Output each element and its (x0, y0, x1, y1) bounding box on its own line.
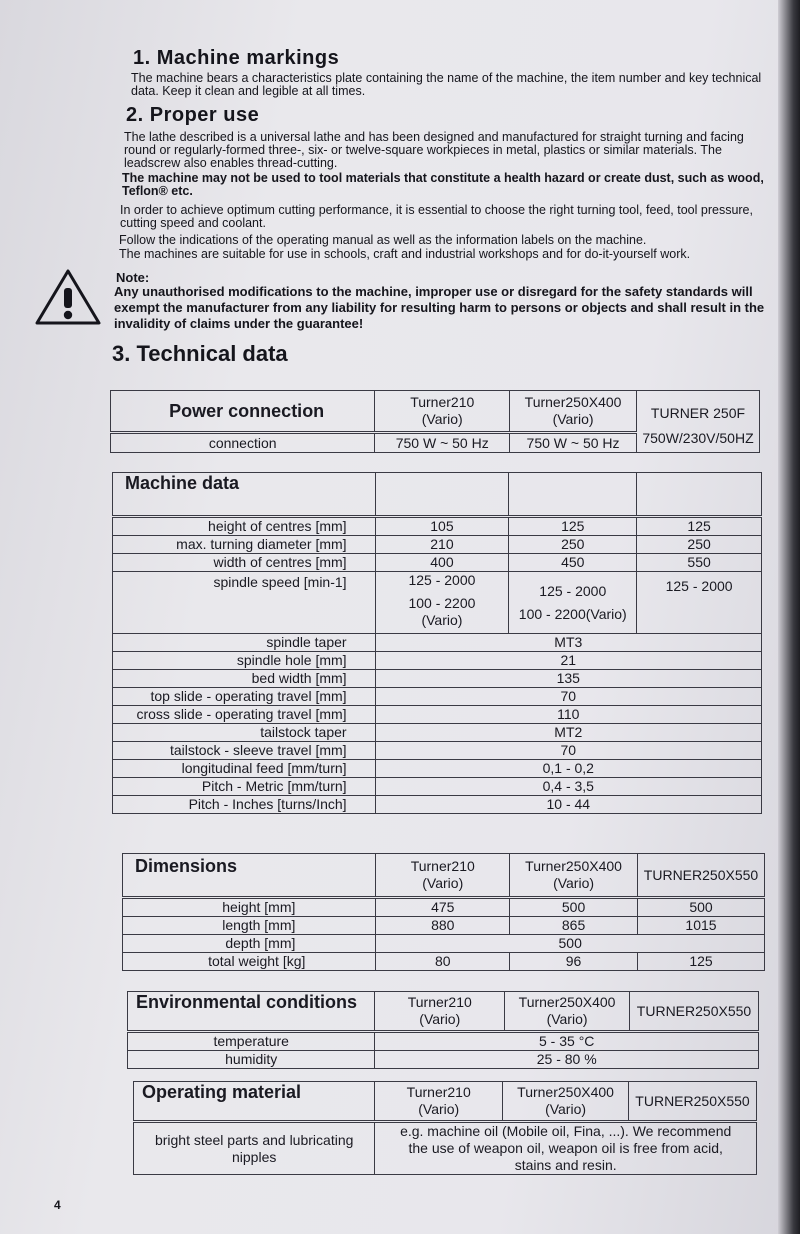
row-label: Pitch - Metric [mm/turn] (113, 778, 376, 796)
table-row (113, 670, 762, 688)
power-col-turner250x400 (510, 391, 637, 433)
value-turner250x400: 865 (510, 917, 638, 935)
connection-value-turner250x400: 750 W ~ 50 Hz (510, 433, 637, 453)
col-model-name: Turner210 (410, 394, 475, 410)
value-turner250f: 250 (637, 536, 762, 554)
table-row (113, 760, 762, 778)
table-row (113, 536, 762, 554)
row-label: top slide - operating travel [mm] (113, 688, 376, 706)
env-col-turner250x400 (505, 992, 630, 1032)
table-row (113, 778, 762, 796)
env-col-turner250x550: TURNER250X550 (630, 992, 759, 1032)
row-value: 10 - 44 (375, 796, 761, 814)
col-model-variant: (Vario) (421, 411, 463, 427)
row-value: 25 - 80 % (375, 1051, 759, 1069)
row-label: tailstock taper (113, 724, 376, 742)
op-col-turner250x400 (503, 1082, 629, 1122)
table-row (113, 634, 762, 652)
row-label: height of centres [mm] (113, 517, 376, 536)
section-machine-markings-text: The machine bears a characteristics plate containing the name of the machine, the item number and key technical data. Keep it clean and legible at all times. (131, 71, 762, 99)
col-model-name: Turner210 (407, 994, 472, 1010)
row-value: 21 (375, 652, 761, 670)
spindle-speed-range: 125 - 2000 (408, 572, 476, 588)
spindle-speed-vario-range: 100 - 2200(Vario) (518, 605, 627, 622)
connection-value-turner210: 750 W ~ 50 Hz (375, 433, 510, 453)
row-label: spindle speed [min-1] (213, 574, 347, 590)
table-row (113, 724, 762, 742)
row-value: 5 - 35 °C (375, 1032, 759, 1051)
row-label: width of centres [mm] (113, 554, 376, 572)
row-label: humidity (128, 1051, 375, 1069)
row-value: 135 (375, 670, 761, 688)
dim-col-turner250x400 (510, 854, 638, 898)
col-model-variant: (Vario) (546, 1011, 588, 1027)
row-label: bed width [mm] (113, 670, 376, 688)
environmental-conditions-table (127, 991, 759, 1069)
value-turner250x400: 96 (510, 953, 638, 971)
table-row (123, 898, 765, 917)
table-row (113, 572, 762, 634)
row-label: total weight [kg] (123, 953, 376, 971)
value-turner250x400: 450 (509, 554, 637, 572)
value-turner250x400: 500 (510, 898, 638, 917)
section-technical-data-title: 3. Technical data (112, 341, 288, 366)
col-model-variant: (Vario) (552, 411, 594, 427)
table-row (128, 1051, 759, 1069)
value-turner250x400: 125 (509, 517, 637, 536)
col-model-name: Turner250X400 (517, 1084, 614, 1100)
machine-data-table (112, 472, 762, 814)
operating-material-header: Operating material (134, 1082, 375, 1122)
spindle-speed-label (113, 572, 376, 634)
table-row (113, 688, 762, 706)
spindle-speed-range: 125 - 2000 (539, 582, 607, 599)
dimensions-table (122, 853, 765, 971)
connection-value-turner250f: 750W/230V/50HZ (642, 429, 754, 446)
value-turner250f: 550 (637, 554, 762, 572)
row-label: cross slide - operating travel [mm] (113, 706, 376, 724)
col-model-name: Turner210 (406, 1084, 471, 1100)
note-label: Note: (116, 270, 150, 285)
table-row (113, 706, 762, 724)
note-text: Any unauthorised modifications to the machine, improper use or disregard for the safety standards will exempt the manufacturer from any liability for resulting harm to persons or objects and shall result in the invalidity of claims under the guarantee! (114, 284, 765, 331)
table-row (123, 953, 765, 971)
row-label: tailstock - sleeve travel [mm] (113, 742, 376, 760)
header-blank (637, 473, 762, 517)
proper-use-paragraph-3: In order to achieve optimum cutting performance, it is essential to choose the right turning tool, feed, tool pressure, cutting speed and coolant. (120, 203, 753, 231)
power-connection-table (110, 390, 760, 453)
col-model-variant: (Vario) (418, 1101, 460, 1117)
value-turner250x550: 125 (638, 953, 765, 971)
value-turner210: 80 (376, 953, 510, 971)
power-col-turner210 (375, 391, 510, 433)
row-label: longitudinal feed [mm/turn] (113, 760, 376, 778)
table-row (113, 554, 762, 572)
table-row (113, 652, 762, 670)
connection-label: connection (111, 433, 375, 453)
row-value: 0,4 - 3,5 (375, 778, 761, 796)
row-label: spindle taper (113, 634, 376, 652)
power-col-turner250f (637, 391, 760, 453)
proper-use-warning: The machine may not be used to tool materials that constitute a health hazard or create dust, such as wood, Teflon® etc. (122, 171, 764, 199)
spindle-speed-vario-note: (Vario) (421, 612, 463, 628)
value-turner210: 105 (375, 517, 509, 536)
value-turner210: 475 (376, 898, 510, 917)
col-model-variant: (Vario) (553, 875, 595, 891)
page-number: 4 (54, 1198, 61, 1212)
row-value: MT2 (375, 724, 761, 742)
row-value: 70 (375, 742, 761, 760)
table-row (113, 517, 762, 536)
table-row (128, 1032, 759, 1051)
dim-col-turner210 (376, 854, 510, 898)
col-model-variant: (Vario) (419, 1011, 461, 1027)
proper-use-paragraph-1: The lathe described is a universal lathe and has been designed and manufactured for straight turning and facing round or regularly-formed three-, six- or twelve-square workpieces in metal, plastics or similar materials. The leadscrew also enables thread-cutting. (124, 130, 744, 171)
spindle-speed-turner250x400 (509, 572, 637, 634)
table-row (113, 742, 762, 760)
op-col-turner210 (375, 1082, 503, 1122)
warning-triangle-icon (34, 268, 102, 326)
row-label: Pitch - Inches [turns/Inch] (113, 796, 376, 814)
header-blank (509, 473, 637, 517)
row-label: temperature (128, 1032, 375, 1051)
row-label: depth [mm] (123, 935, 376, 953)
col-model-variant: (Vario) (422, 875, 464, 891)
row-label: height [mm] (123, 898, 376, 917)
row-label: max. turning diameter [mm] (113, 536, 376, 554)
environmental-header: Environmental conditions (128, 992, 375, 1032)
dim-col-turner250x550: TURNER250X550 (638, 854, 765, 898)
col-model-name: Turner250X400 (518, 994, 616, 1010)
value-turner250f: 125 (637, 517, 762, 536)
col-model-name: TURNER 250F (650, 404, 746, 421)
proper-use-paragraph-4: Follow the indications of the operating manual as well as the information labels on the machine. (119, 233, 647, 247)
row-label: length [mm] (123, 917, 376, 935)
value-turner210: 210 (375, 536, 509, 554)
value-turner250x550: 1015 (638, 917, 765, 935)
value-turner210: 400 (375, 554, 509, 572)
row-value: 70 (375, 688, 761, 706)
row-value: MT3 (375, 634, 761, 652)
value-turner250x550: 500 (638, 898, 765, 917)
value-turner250x400: 250 (509, 536, 637, 554)
row-value: e.g. machine oil (Mobile oil, Fina, ...). We recommend the use of weapon oil, weapon oil is free from acid, stains and resin. (375, 1122, 757, 1175)
dimensions-header: Dimensions (123, 854, 376, 898)
machine-data-header: Machine data (113, 473, 376, 517)
row-label: spindle hole [mm] (113, 652, 376, 670)
table-row (113, 796, 762, 814)
table-row (123, 935, 765, 953)
book-edge (778, 0, 800, 1234)
row-value: 500 (376, 935, 765, 953)
op-col-turner250x550: TURNER250X550 (629, 1082, 757, 1122)
env-col-turner210 (375, 992, 505, 1032)
col-model-name: Turner250X400 (525, 858, 622, 874)
proper-use-paragraph-5: The machines are suitable for use in schools, craft and industrial workshops and for do-it-yourself work. (119, 247, 691, 261)
table-row (134, 1122, 757, 1175)
col-model-name: Turner210 (410, 858, 475, 874)
section-machine-markings-title: 1. Machine markings (133, 47, 340, 69)
spindle-speed-vario-range: 100 - 2200 (408, 595, 476, 611)
col-model-variant: (Vario) (545, 1101, 587, 1117)
row-label: bright steel parts and lubricating nipples (134, 1122, 375, 1175)
col-model-name: Turner250X400 (524, 394, 622, 410)
section-proper-use-title: 2. Proper use (126, 104, 260, 126)
power-connection-header: Power connection (111, 391, 375, 433)
row-value: 110 (375, 706, 761, 724)
value-turner210: 880 (376, 917, 510, 935)
row-value: 0,1 - 0,2 (375, 760, 761, 778)
header-blank (375, 473, 509, 517)
operating-material-table (133, 1081, 757, 1175)
table-row (123, 917, 765, 935)
spindle-speed-turner250f: 125 - 2000 (637, 572, 762, 634)
spindle-speed-turner210 (375, 572, 509, 634)
